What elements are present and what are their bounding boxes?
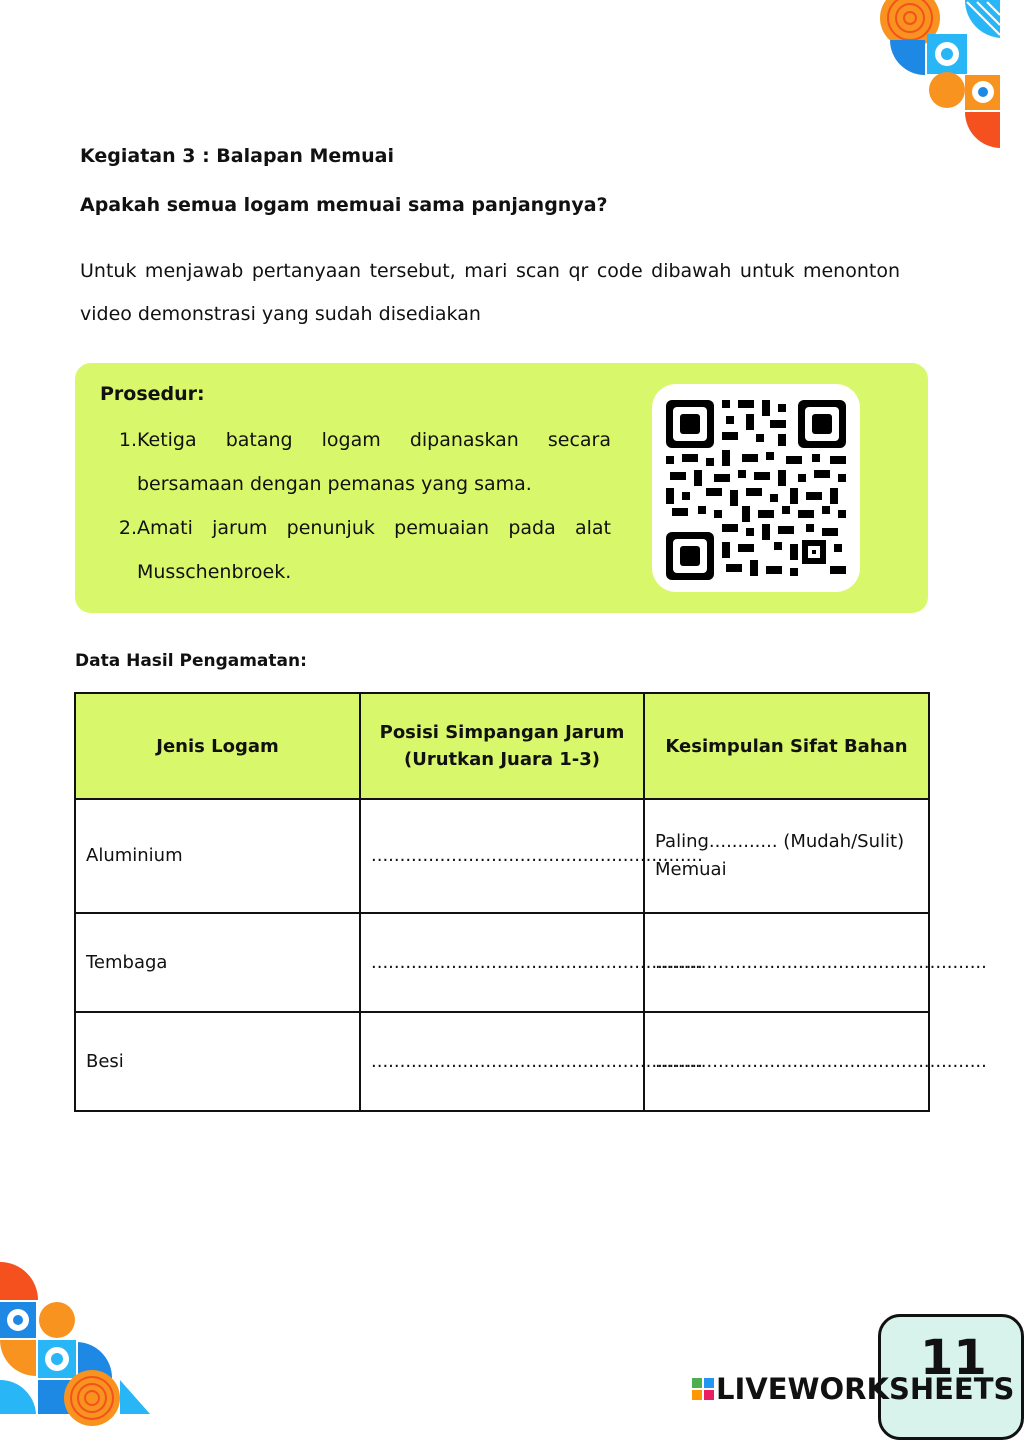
brand-text: LIVEWORKSHEETS xyxy=(716,1372,1015,1406)
metal-cell: Aluminium xyxy=(75,799,360,913)
procedure-title: Prosedur: xyxy=(100,383,205,405)
column-header: Kesimpulan Sifat Bahan xyxy=(644,693,929,799)
metal-cell: Tembaga xyxy=(75,913,360,1012)
observation-table xyxy=(74,692,987,1112)
corner-decoration-top-right xyxy=(855,0,1000,150)
column-header: Posisi Simpangan Jarum (Urutkan Juara 1-3) xyxy=(360,693,644,799)
conclusion-answer-field[interactable]: Paling............ (Mudah/Sulit) Memuai xyxy=(644,799,929,913)
procedure-list xyxy=(115,418,611,594)
table-header-row xyxy=(75,693,929,799)
page-number: 11 xyxy=(920,1330,987,1386)
qr-code-card[interactable] xyxy=(652,384,860,592)
step-number: 2. xyxy=(118,517,137,539)
column-header: Jenis Logam xyxy=(75,693,360,799)
position-answer-field[interactable]: .......................................................... xyxy=(360,913,644,1012)
conclusion-answer-field[interactable]: .......................................................... xyxy=(644,1012,929,1111)
intro-paragraph: Untuk menjawab pertanyaan tersebut, mari scan qr code dibawah untuk menonton video demonstrasi yang sudah disediakan xyxy=(80,260,900,325)
procedure-box xyxy=(75,363,928,613)
brand-name xyxy=(692,1372,1014,1406)
step-text: Amati jarum penunjuk pemuaian pada alat Musschenbroek. xyxy=(137,517,611,583)
conclusion-answer-field[interactable]: .......................................................... xyxy=(644,913,929,1012)
table-row xyxy=(75,799,929,913)
data-table-title: Data Hasil Pengamatan: xyxy=(75,651,307,671)
table-row xyxy=(75,913,929,1012)
procedure-step xyxy=(115,418,611,506)
qr-code-icon[interactable] xyxy=(652,384,860,592)
activity-question: Apakah semua logam memuai sama panjangnya? xyxy=(80,194,608,216)
procedure-step xyxy=(115,506,611,594)
position-answer-field[interactable]: .......................................................... xyxy=(360,1012,644,1111)
metal-cell: Besi xyxy=(75,1012,360,1111)
table-row xyxy=(75,1012,929,1111)
position-answer-field[interactable]: .......................................................... xyxy=(360,799,644,913)
activity-title: Kegiatan 3 : Balapan Memuai xyxy=(80,145,394,167)
corner-decoration-bottom-left xyxy=(0,1262,150,1414)
step-number: 1. xyxy=(118,429,137,451)
step-text: Ketiga batang logam dipanaskan secara bersamaan dengan pemanas yang sama. xyxy=(137,429,611,495)
